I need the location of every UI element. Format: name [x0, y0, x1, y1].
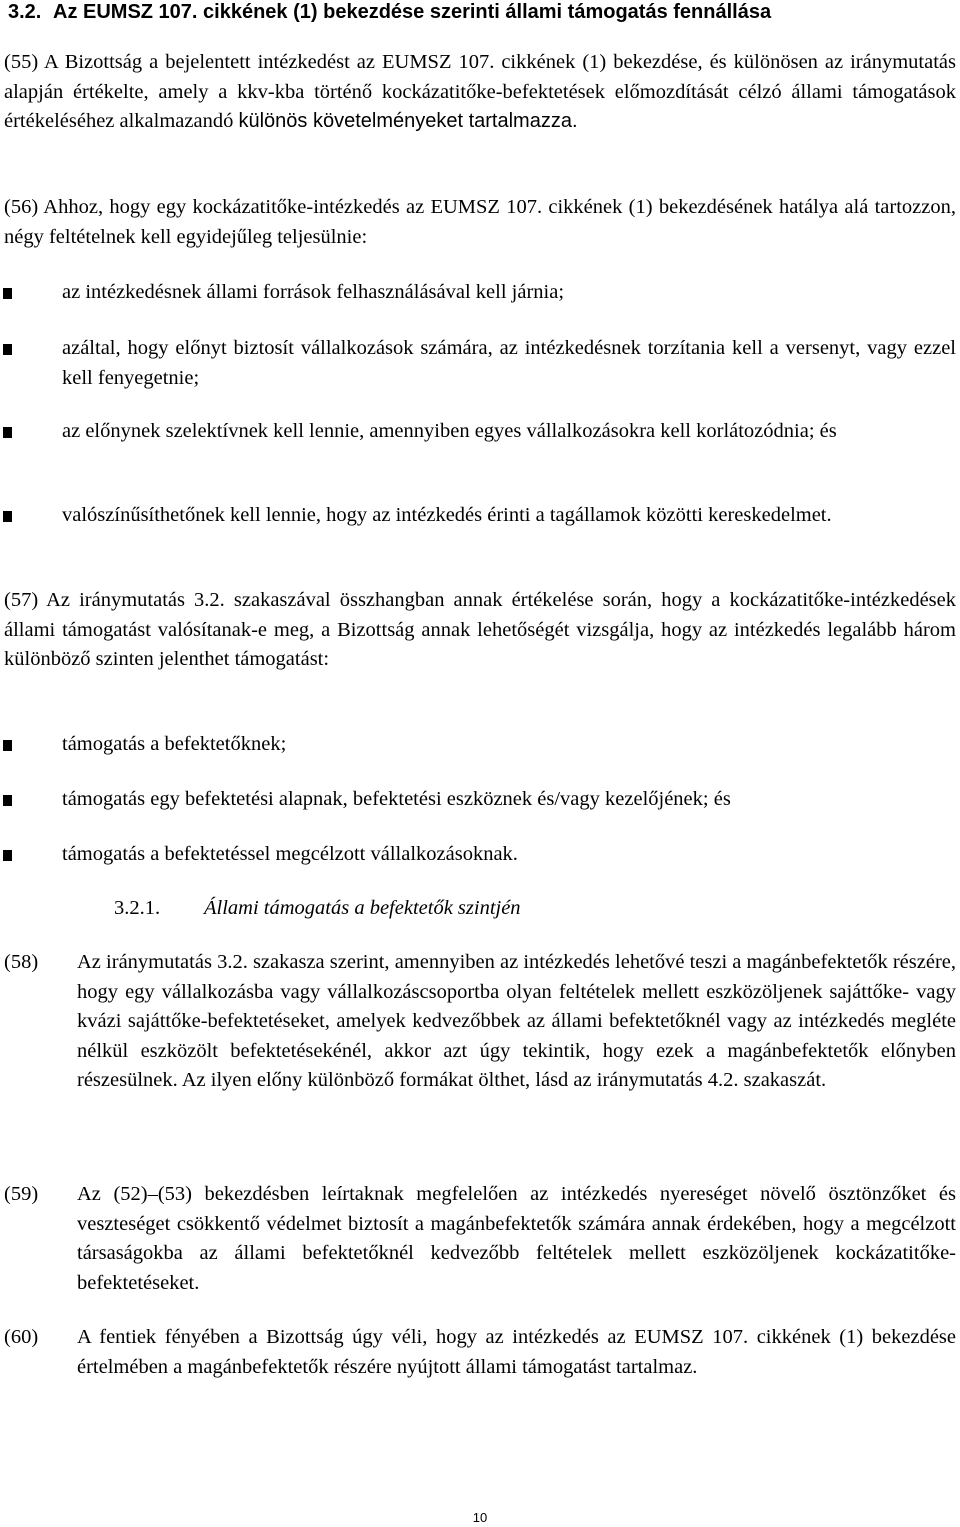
- page-number: 10: [472, 1510, 488, 1525]
- bullet-square-icon: [3, 427, 12, 438]
- list-item: támogatás egy befektetési alapnak, befektetési eszköznek és/vagy kezelőjének; és: [62, 788, 731, 810]
- paragraph-number: (59): [4, 1183, 39, 1205]
- bullet-square-icon: [3, 850, 12, 861]
- paragraph-number: (58): [4, 951, 39, 973]
- paragraph-58-text: Az iránymutatás 3.2. szakasza szerint, amennyiben az intézkedés lehetővé teszi a magánbefektetők részére, hogy egy vállalkozásba vagy vállalkozáscsoportba olyan feltételek mellett eszközöljenek sajáttőke- vagy kvázi sajáttőke-befektetéseket, amelyek kedvezőbbek az állami befektetőknél vagy az intézkedés megléte nélkül eszközölt befektetésekénél, akkor azt úgy tekintik, hogy ezek a magánbefektetők előnyben részesülnek. Az ilyen előny különböző formákat ölthet, lásd az iránymutatás 4.2. szakaszát.: [77, 951, 956, 1091]
- bullet-square-icon: [3, 344, 12, 355]
- subsection-title: Állami támogatás a befektetők szintjén: [204, 897, 521, 919]
- list-item: az előnynek szelektívnek kell lennie, amennyiben egyes vállalkozásokra kell korlátozódnia; és: [62, 420, 837, 442]
- bullet-square-icon: [3, 288, 12, 299]
- paragraph-55-text: (55) A Bizottság a bejelentett intézkedést az EUMSZ 107. cikkének (1) bekezdése, és különösen az iránymutatás alapján értékelte, amely a kkv-kba történő kockázatitőke-befektetések előmozdítását célzó állami támogatások értékeléséhez alkalmazandó: [4, 51, 956, 132]
- list-item: támogatás a befektetőknek;: [62, 733, 287, 755]
- section-number: 3.2.: [8, 1, 42, 23]
- list-item: azáltal, hogy előnyt biztosít vállalkozások számára, az intézkedésnek torzítania kell a versenyt, vagy ezzel kell fenyegetnie;: [62, 337, 956, 389]
- list-item: valószínűsíthetőnek kell lennie, hogy az intézkedés érinti a tagállamok közötti kereskedelmet.: [62, 504, 832, 526]
- subsection-heading: [114, 894, 521, 924]
- paragraph-59-text: Az (52)–(53) bekezdésben leírtaknak megfelelően az intézkedés nyereséget növelő ösztönzőket és veszteséget csökkentő védelmet biztosít a magánbefektetők számára annak érdekében, hogy a megcélzott társaságokba az állami befektetőknél kedvezőbb feltételek mellett eszközöljenek kockázatitőke-befektetéseket.: [77, 1183, 956, 1294]
- list-item: az intézkedésnek állami források felhasználásával kell járnia;: [62, 281, 565, 303]
- paragraph-55-tail: különös követelményeket tartalmazza.: [238, 110, 578, 132]
- section-heading: [8, 0, 958, 26]
- bullet-square-icon: [3, 740, 12, 751]
- paragraph-57: [4, 586, 956, 675]
- section-title: Az EUMSZ 107. cikkének (1) bekezdése szerinti állami támogatás fennállása: [53, 1, 772, 23]
- bullet-square-icon: [3, 511, 12, 522]
- bullet-square-icon: [3, 795, 12, 806]
- paragraph-number: (60): [4, 1326, 39, 1348]
- paragraph-56-text: (56) Ahhoz, hogy egy kockázatitőke-intézkedés az EUMSZ 107. cikkének (1) bekezdésének hatálya alá tartozzon, négy feltételnek kell egyidejűleg teljesülnie:: [4, 196, 956, 248]
- paragraph-55: [4, 48, 956, 137]
- subsection-number: 3.2.1.: [114, 897, 161, 919]
- paragraph-56: [4, 193, 956, 252]
- paragraph-60-text: A fentiek fényében a Bizottság úgy véli, hogy az intézkedés az EUMSZ 107. cikkének (1) bekezdése értelmében a magánbefektetők részére nyújtott állami támogatást tartalmaz.: [77, 1326, 956, 1378]
- list-item: támogatás a befektetéssel megcélzott vállalkozásoknak.: [62, 843, 518, 865]
- paragraph-57-text: (57) Az iránymutatás 3.2. szakaszával összhangban annak értékelése során, hogy a kockázatitőke-intézkedések állami támogatást valósítanak-e meg, a Bizottság annak lehetőségét vizsgálja, hogy az intézkedés legalább három különböző szinten jelenthet támogatást:: [4, 589, 956, 670]
